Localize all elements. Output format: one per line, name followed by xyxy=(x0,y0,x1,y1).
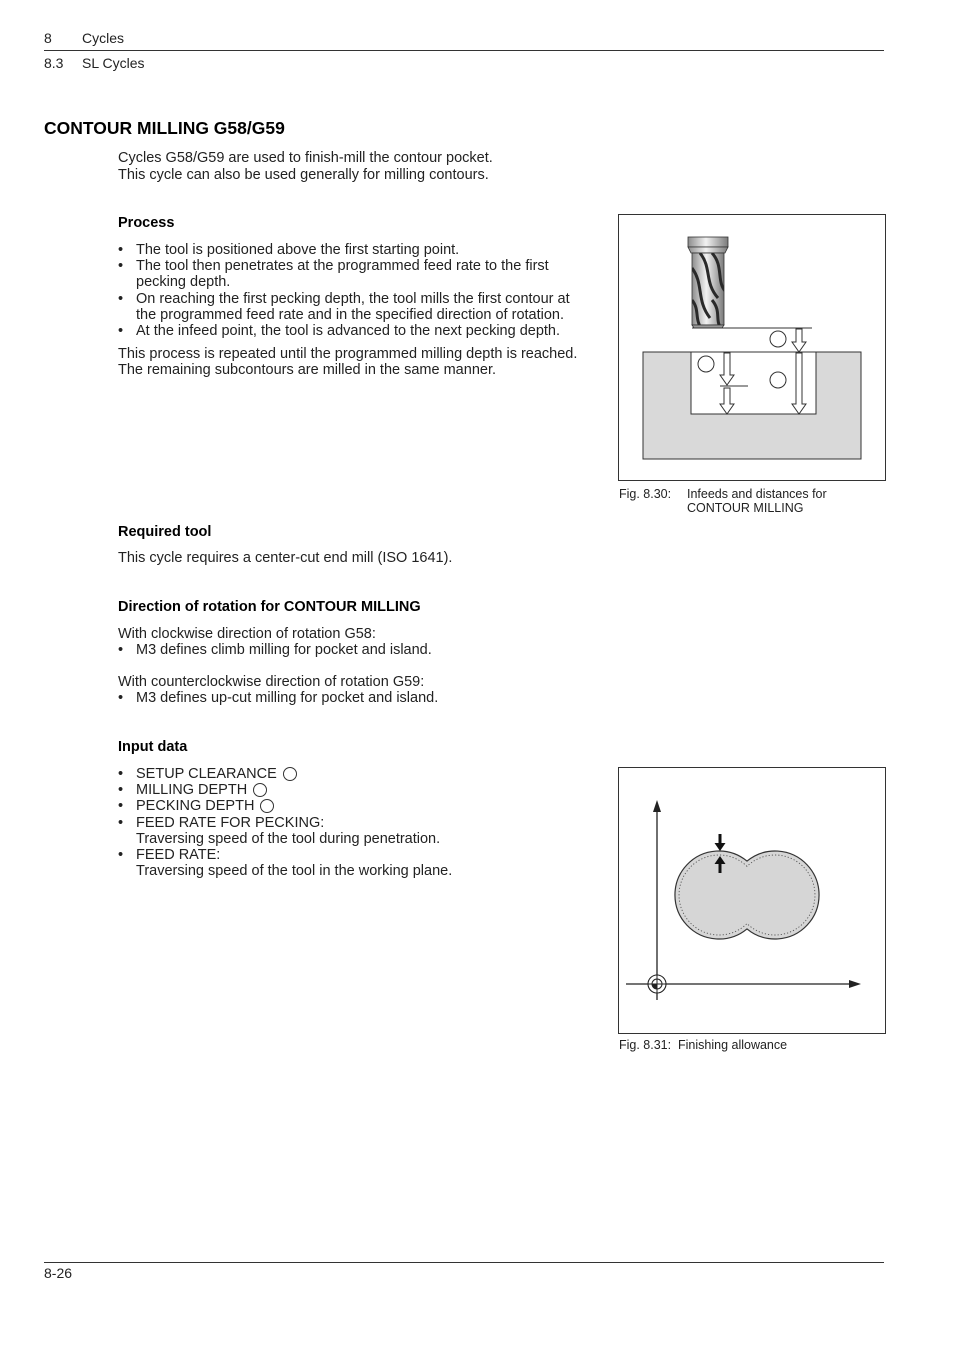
input-description: Traversing speed of the tool during penetration. xyxy=(136,830,441,847)
rotation-heading: Direction of rotation for CONTOUR MILLING xyxy=(118,599,421,615)
figure-830-caption xyxy=(687,487,827,515)
counterclockwise-bullet: • M3 defines up-cut milling for pocket and island. xyxy=(136,690,439,707)
callout-circle-pecking-depth xyxy=(698,356,714,372)
callout-circle-icon xyxy=(253,783,267,797)
callout-circle-icon xyxy=(283,767,297,781)
list-item xyxy=(118,258,570,290)
input-data-list xyxy=(118,766,452,879)
datum-icon xyxy=(648,975,666,993)
list-item xyxy=(118,815,452,847)
caption-line: CONTOUR MILLING xyxy=(687,501,804,515)
figure-finishing-allowance-diagram xyxy=(618,767,886,1035)
input-label-feed-rate-pecking: • FEED RATE FOR PECKING: xyxy=(136,814,325,831)
figure-830-label: Fig. 8.30: xyxy=(619,487,672,501)
summary-line: This process is repeated until the programmed milling depth is reached. xyxy=(118,346,578,362)
list-item xyxy=(118,642,432,658)
clockwise-bullet: • M3 defines climb milling for pocket and island. xyxy=(136,642,432,659)
tool-taper xyxy=(688,247,728,253)
input-label-feed-rate: • FEED RATE: xyxy=(136,847,221,864)
callout-circle-milling-depth xyxy=(770,372,786,388)
input-label-milling-depth: MILLING DEPTH xyxy=(136,782,248,799)
rotation-counterclockwise-block xyxy=(118,674,438,706)
input-label-pecking-depth: PECKING DEPTH xyxy=(136,798,255,815)
summary-line: The remaining subcontours are milled in the same manner. xyxy=(118,362,496,379)
chapter-title: Cycles xyxy=(82,30,125,46)
list-item xyxy=(118,798,452,814)
counterclockwise-intro: With counterclockwise direction of rotation G59: xyxy=(118,674,425,690)
input-data-heading: Input data xyxy=(118,739,188,755)
chapter-number: 8 xyxy=(44,30,52,46)
list-item xyxy=(118,242,570,258)
list-item-text: pecking depth. xyxy=(136,274,231,291)
list-item xyxy=(118,690,438,706)
callout-circle-setup-clearance xyxy=(770,331,786,347)
arrow-shaft xyxy=(719,834,722,844)
end-mill-icon xyxy=(688,237,728,330)
list-item-text: • At the infeed point, the tool is advanced to the next pecking depth. xyxy=(136,323,561,340)
required-tool-heading: Required tool xyxy=(118,524,212,540)
section-title: SL Cycles xyxy=(82,55,145,71)
list-item xyxy=(118,782,452,798)
figure-831-caption: Finishing allowance xyxy=(678,1038,788,1052)
contour-outline xyxy=(675,851,819,939)
input-label-setup-clearance: SETUP CLEARANCE xyxy=(136,766,277,782)
process-heading: Process xyxy=(118,215,175,231)
footer-rule xyxy=(44,1262,884,1263)
list-item-text: • The tool then penetrates at the programmed feed rate to the first xyxy=(136,258,549,275)
list-item xyxy=(118,291,570,323)
list-item xyxy=(118,847,452,879)
list-item xyxy=(118,766,452,782)
arrow-shaft xyxy=(719,863,722,873)
intro-line: Cycles G58/G59 are used to finish-mill the contour pocket. xyxy=(118,150,493,166)
callout-circle-icon xyxy=(260,799,274,813)
intro-paragraph xyxy=(118,150,493,184)
list-item xyxy=(118,323,570,339)
list-item-text: • On reaching the first pecking depth, the tool mills the first contour at xyxy=(136,290,570,307)
intro-line: This cycle can also be used generally for milling contours. xyxy=(118,167,489,183)
clockwise-intro: With clockwise direction of rotation G58: xyxy=(118,626,376,642)
figure-infeeds-diagram xyxy=(618,214,886,482)
figure-831-label: Fig. 8.31: xyxy=(619,1038,672,1052)
list-item-text: the programmed feed rate and in the specified direction of rotation. xyxy=(136,306,565,323)
list-item-text: • The tool is positioned above the first starting point. xyxy=(136,242,460,258)
caption-line: Infeeds and distances for xyxy=(687,487,827,501)
header-rule xyxy=(44,50,884,51)
page-title: CONTOUR MILLING G58/G59 xyxy=(44,118,285,138)
process-bullet-list xyxy=(118,242,570,339)
required-tool-text: This cycle requires a center-cut end mill (ISO 1641). xyxy=(118,550,453,566)
tool-shank xyxy=(688,237,728,247)
section-number: 8.3 xyxy=(44,55,64,71)
rotation-clockwise-block xyxy=(118,626,432,658)
input-description: Traversing speed of the tool in the working plane. xyxy=(136,863,453,880)
page-number: 8-26 xyxy=(44,1265,73,1281)
process-summary xyxy=(118,346,577,378)
